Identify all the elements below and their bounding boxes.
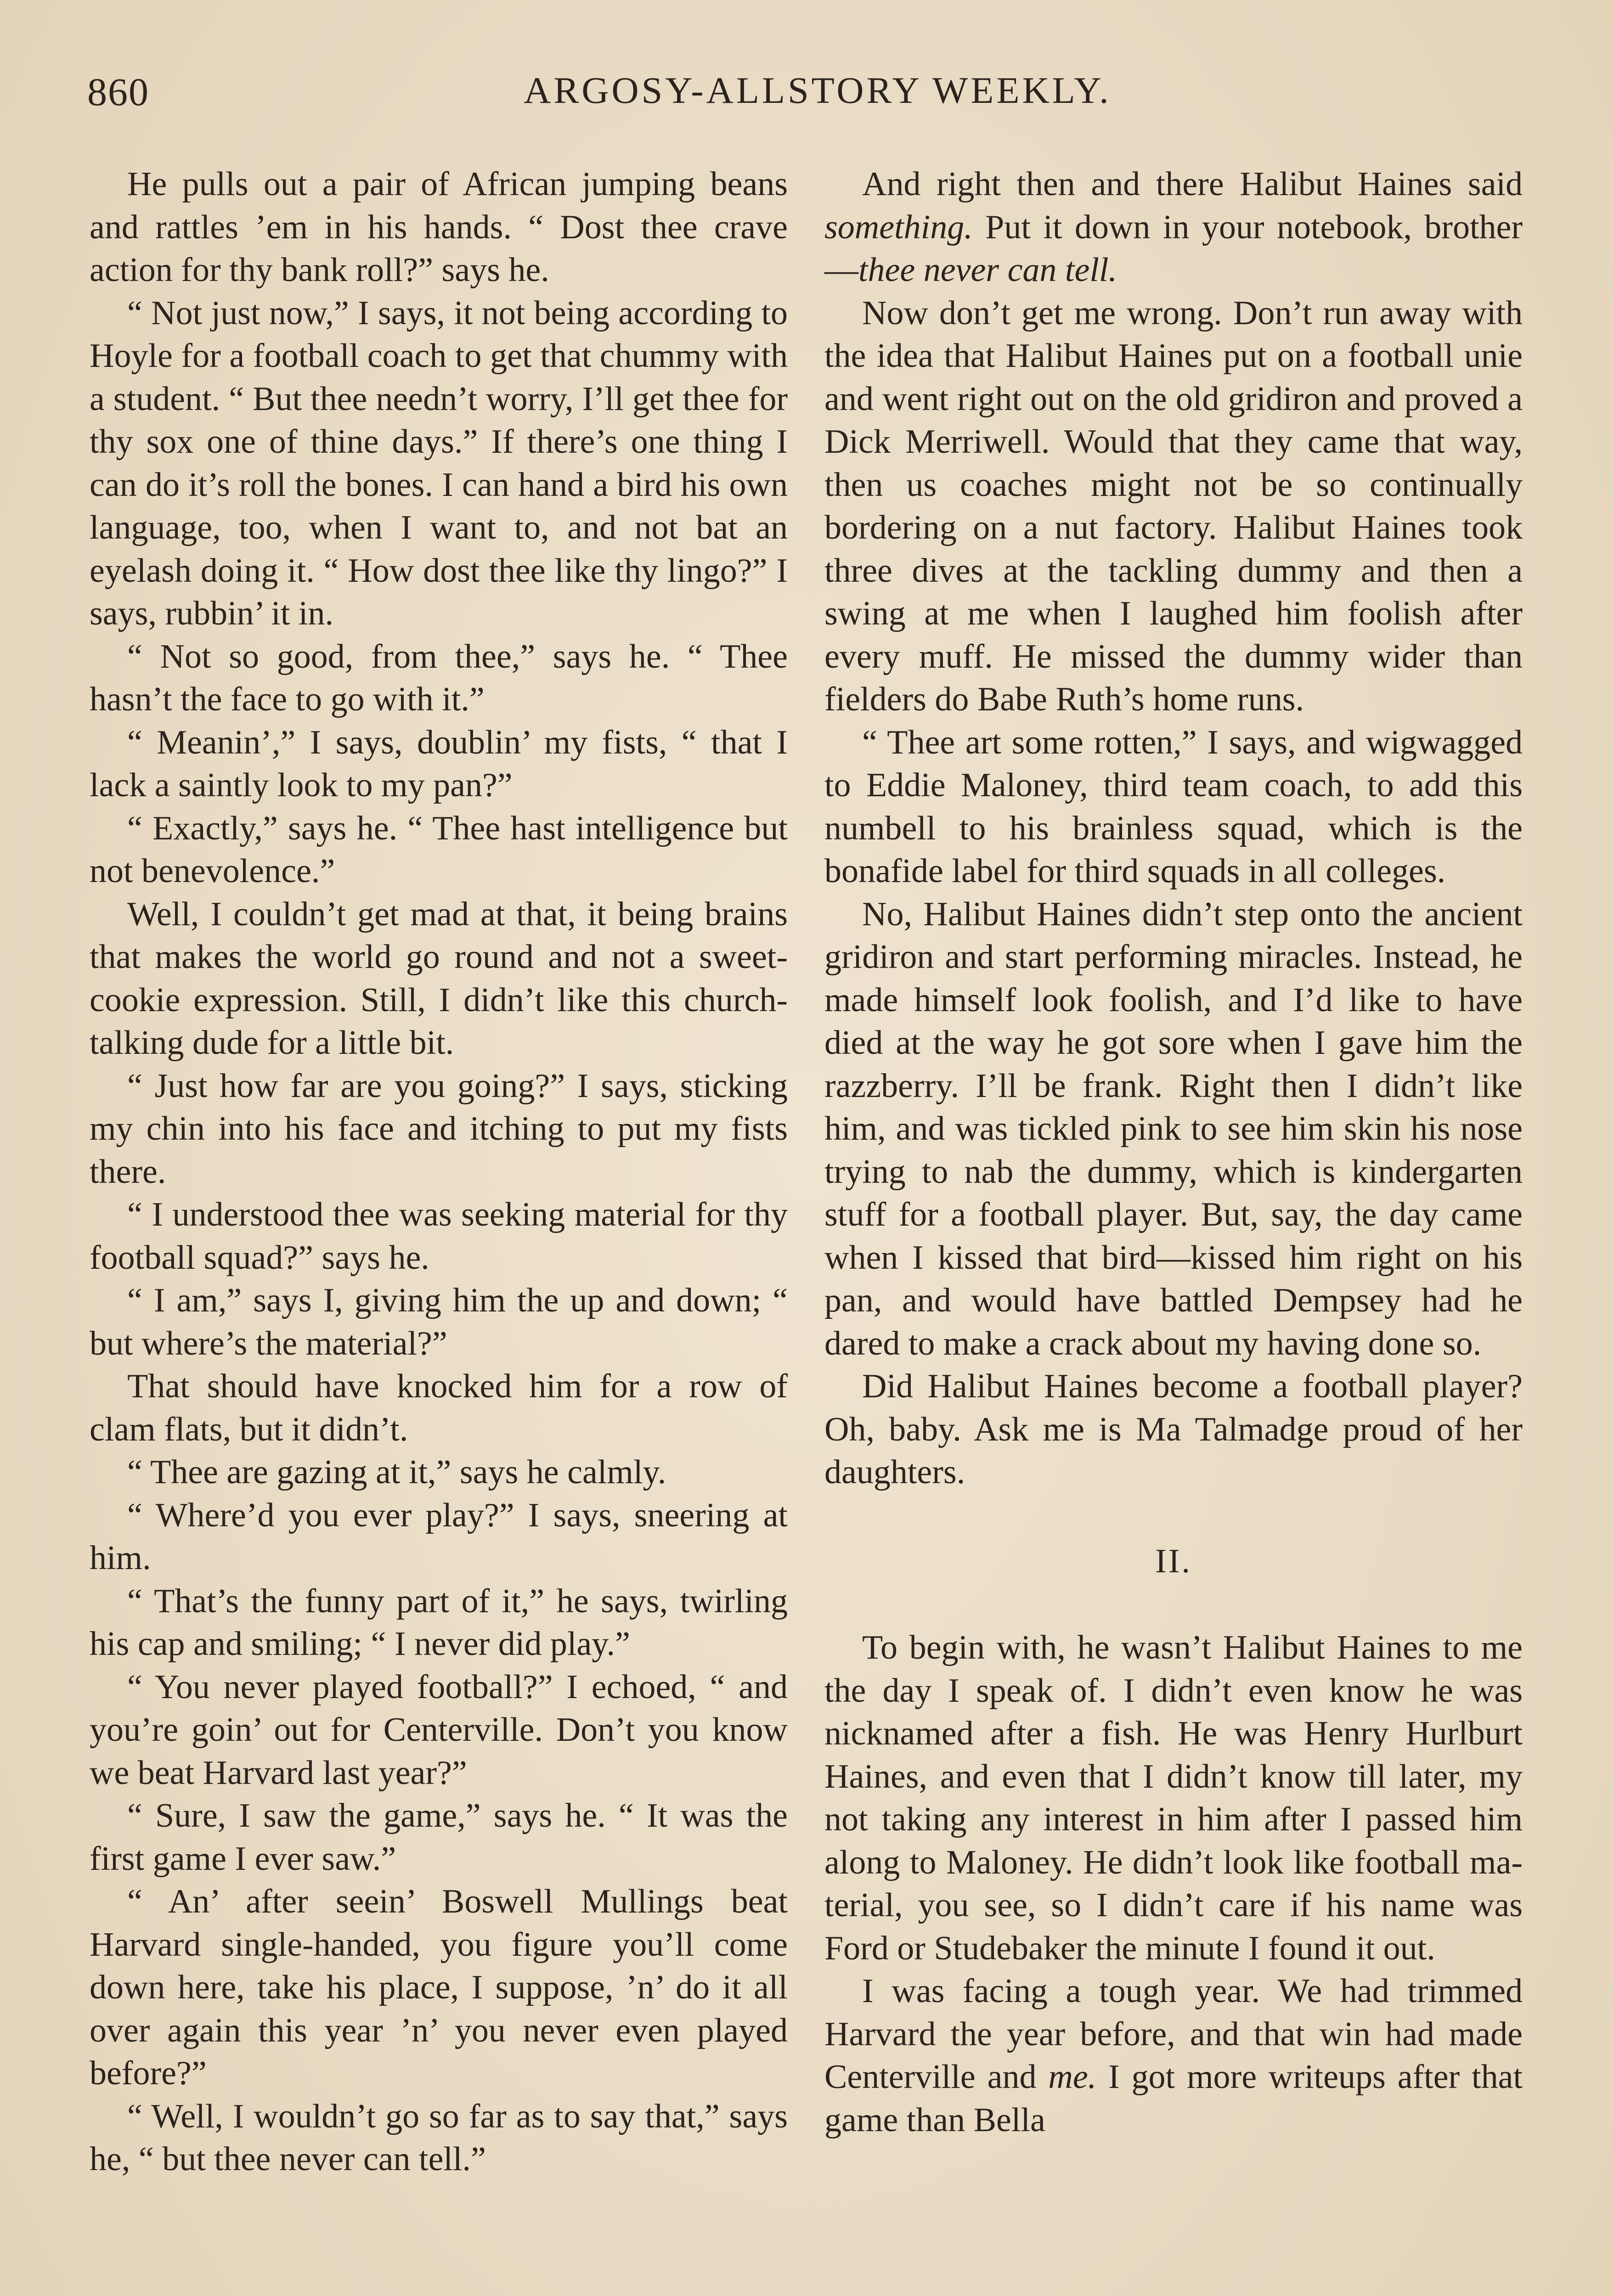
right-column bbox=[824, 163, 1523, 2296]
paragraph: He pulls out a pair of African jumping beans and rattles ’em in his hands. “ Dost thee crave action for thy bank roll?” says he. bbox=[90, 165, 788, 289]
paragraph: “ I understood thee was seeking material for thy football squad?” says he. bbox=[90, 1196, 788, 1277]
paragraph: “ Exactly,” says he. “ Thee hast intelligence but not benevolence.” bbox=[90, 809, 788, 890]
paragraph: “ Thee are gazing at it,” says he calmly. bbox=[127, 1453, 666, 1491]
paragraph: “ Not just now,” I says, it not being according to Hoyle for a football coach to get that chummy with a student. “ But thee needn’t worry, I’ll get thee for thy sox one of thine days.” If there’s one thing I can do it’s roll the bones. I can hand a bird his own language, too, when I want to, and not bat an eyelash doing it. “ How dost thee like thy lingo?” I says, rubbin’ it in. bbox=[90, 294, 788, 632]
emphasis: me. bbox=[1048, 2058, 1097, 2096]
paragraph: “ Where’d you ever play?” I says, sneering at him. bbox=[90, 1496, 788, 1577]
running-title: ARGOSY-ALLSTORY WEEKLY. bbox=[524, 69, 1112, 111]
left-column bbox=[90, 163, 788, 2296]
emphasis: thee never can tell. bbox=[858, 251, 1117, 289]
paragraph: “ An’ after seein’ Boswell Mullings beat Harvard single-handed, you figure you’ll come down here, take his place, I suppose, ’n’ do it all over again this year ’n’ you never even played before?” bbox=[90, 1883, 788, 2092]
paragraph: “ I am,” says I, giving him the up and down; “ but where’s the material?” bbox=[90, 1282, 788, 1362]
paragraph: No, Halibut Haines didn’t step onto the ancient gridiron and start performing miracles. Instead, he made himself look foolish, and I’d like to have died at the way he got sore when I gave him the razzberry. I’ll be frank. Right then I didn’t like him, and was tickled pink to see him skin his nose trying to nab the dummy, which is kindergarten stuff for a football player. But, say, the day came when I kissed that bird—kissed him right on his pan, and would have battled Dempsey had he dared to make a crack about my having done so. bbox=[824, 895, 1523, 1362]
paragraph-text: And right then and there Halibut Haines said bbox=[862, 165, 1523, 203]
paragraph: Well, I couldn’t get mad at that, it being brains that makes the world go round and not a sweet-cookie expression. Still, I didn’t like this church-talking dude for a little bit. bbox=[90, 895, 788, 1062]
paragraph-text: Put it down in your notebook, brother— bbox=[824, 208, 1523, 289]
paragraph bbox=[824, 1970, 1523, 2142]
page-number: 860 bbox=[87, 70, 149, 114]
paragraph: “ Sure, I saw the game,” says he. “ It was the first game I ever saw.” bbox=[90, 1797, 788, 1878]
page-header bbox=[87, 69, 1548, 138]
paragraph: “ Meanin’,” I says, doublin’ my fists, “ that I lack a saintly look to my pan?” bbox=[90, 723, 788, 804]
paragraph bbox=[824, 163, 1523, 292]
paragraph: “ Well, I wouldn’t go so far as to say that,” says he, “ but thee never can tell.” bbox=[90, 2097, 788, 2178]
paragraph: “ Not so good, from thee,” says he. “ Thee hasn’t the face to go with it.” bbox=[90, 637, 788, 718]
paragraph-text: I was facing a tough year. We had trimmed Harvard the year before, and that win had made Centerville and bbox=[824, 1972, 1523, 2096]
paragraph: That should have knocked him for a row of clam flats, but it didn’t. bbox=[90, 1367, 788, 1448]
paragraph: “ Just how far are you going?” I says, sticking my chin into his face and itching to put my fists there. bbox=[90, 1067, 788, 1191]
paragraph: “ You never played football?” I echoed, “ and you’re goin’ out for Centerville. Don’t you know we beat Harvard last year?” bbox=[90, 1668, 788, 1792]
paragraph: To begin with, he wasn’t Halibut Haines to me the day I speak of. I didn’t even know he was nicknamed after a fish. He was Henry Hurlburt Haines, and even that I didn’t know till later, my not taking any interest in him after I passed him along to Maloney. He didn’t look like football material, you see, so I didn’t care if his name was Ford or Studebaker the minute I found it out. bbox=[824, 1629, 1523, 1967]
paragraph: Now don’t get me wrong. Don’t run away with the idea that Halibut Haines put on a football unie and went right out on the old gridiron and proved a Dick Merriwell. Would that they came that way, then us coaches might not be so continually bordering on a nut factory. Halibut Haines took three dives at the tackling dummy and then a swing at me when I laughed him foolish after every muff. He missed the dummy wider than fielders do Babe Ruth’s home runs. bbox=[824, 294, 1523, 718]
section-heading: II. bbox=[1155, 1542, 1192, 1580]
paragraph: Did Halibut Haines become a football player? Oh, baby. Ask me is Ma Talmadge proud of her daughters. bbox=[824, 1367, 1523, 1491]
paragraph: “ That’s the funny part of it,” he says, twirling his cap and smiling; “ I never did play.” bbox=[90, 1582, 788, 1663]
paragraph-text: I got more writeups after that game than Bella bbox=[824, 2058, 1523, 2139]
paragraph: “ Thee art some rotten,” I says, and wigwagged to Eddie Maloney, third team coach, to add this numbell to his brainless squad, which is the bonafide label for third squads in all colleges. bbox=[824, 723, 1523, 890]
emphasis: something. bbox=[824, 208, 973, 246]
